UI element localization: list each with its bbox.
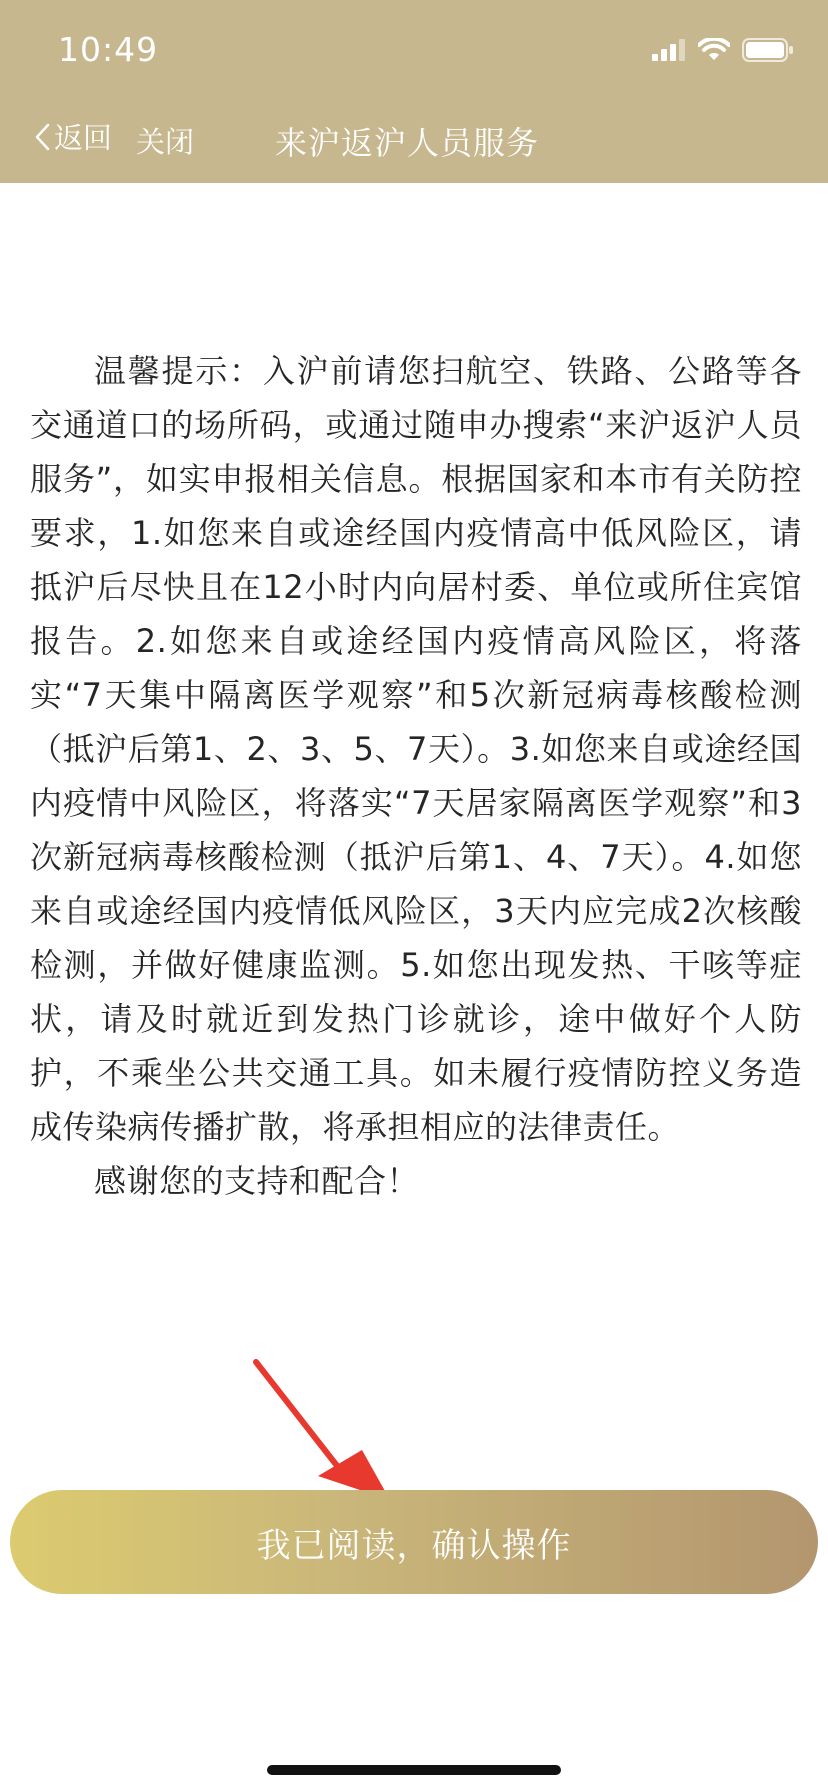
thanks-paragraph: 感谢您的支持和配合！ xyxy=(94,1162,420,1200)
top-bar xyxy=(0,0,828,183)
close-button[interactable]: 关闭 xyxy=(136,125,195,159)
notice-paragraph: 温馨提示：入沪前请您扫航空、铁路、公路等各交通道口的场所码，或通过随申办搜索“来沪返沪人员服务”，如实申报相关信息。根据国家和本市有关防控要求，1.如您来自或途经国内疫情高中低风险区，请抵沪后尽快且在12小时内向居村委、单位或所住宾馆报告。2.如您来自或途经国内疫情高风险区，将落实“7天集中隔离医学观察”和5次新冠病毒核酸检测（抵沪后第1、2、3、5、7天）。3.如您来自或途经国内疫情中风险区，将落实“7天居家隔离医学观察”和3次新冠病毒核酸检测（抵沪后第1、4、7天）。4.如您来自或途经国内疫情低风险区，3天内应完成2次核酸检测，并做好健康监测。5.如您出现发热、干咳等症状，请及时就近到发热门诊就诊，途中做好个人防护，不乘坐公共交通工具。如未履行疫情防控义务造成传染病传播扩散，将承担相应的法律责任。 xyxy=(30,352,802,1146)
chevron-left-icon xyxy=(34,123,50,151)
battery-icon xyxy=(742,38,794,62)
confirm-read-button[interactable]: 我已阅读，确认操作 xyxy=(10,1490,818,1594)
back-button[interactable] xyxy=(34,116,112,157)
status-time: 10:49 xyxy=(58,30,159,69)
cellular-signal-icon xyxy=(652,39,686,61)
pointer-arrow-icon xyxy=(250,1358,400,1508)
notice-text xyxy=(30,344,802,1208)
wifi-icon xyxy=(698,38,730,62)
back-label: 返回 xyxy=(54,121,113,155)
page-title: 来沪返沪人员服务 xyxy=(275,124,540,162)
status-icons xyxy=(652,36,794,64)
home-indicator[interactable] xyxy=(267,1765,561,1775)
